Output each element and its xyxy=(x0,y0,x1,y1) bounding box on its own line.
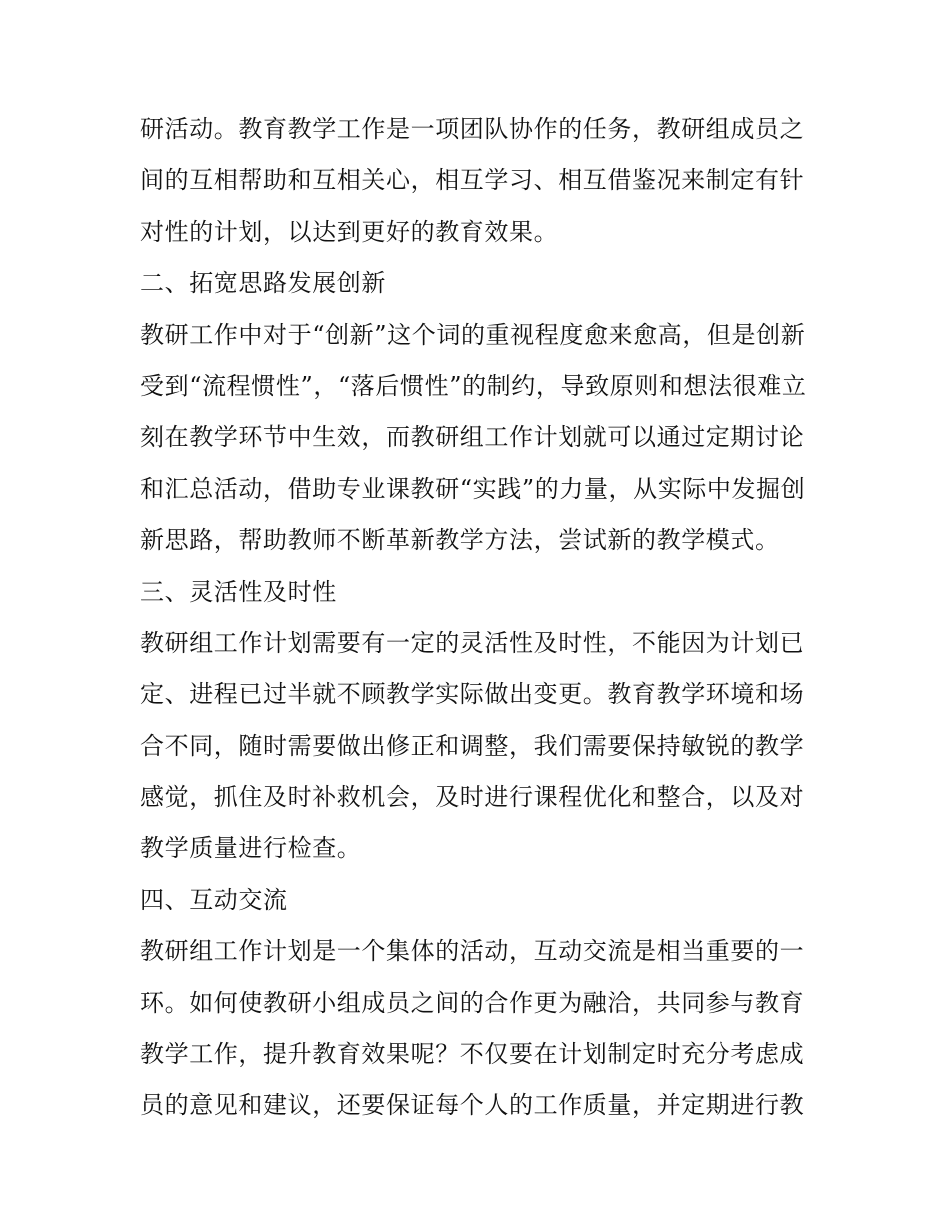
text-line-6: 受到“流程惯性”，“落后惯性”的制约，导致原则和想法很难立 xyxy=(140,371,807,400)
section-heading-3: 三、灵活性及时性 xyxy=(140,577,337,606)
text-line-14: 感觉，抓住及时补救机会，及时进行课程优化和整合，以及对 xyxy=(140,783,805,812)
text-line-3: 对性的计划，以达到更好的教育效果。 xyxy=(140,217,559,246)
text-line-13: 合不同，随时需要做出修正和调整，我们需要保持敏锐的教学 xyxy=(140,731,805,760)
text-line-18: 环。如何使教研小组成员之间的合作更为融洽，共同参与教育 xyxy=(140,988,805,1017)
text-line-15: 教学质量进行检查。 xyxy=(140,834,362,863)
text-line-12: 定、进程已过半就不顾教学实际做出变更。教育教学环境和场 xyxy=(140,680,805,709)
text-line-11: 教研组工作计划需要有一定的灵活性及时性，不能因为计划已 xyxy=(140,628,805,657)
text-line-1: 研活动。教育教学工作是一项团队协作的任务，教研组成员之 xyxy=(140,115,805,143)
text-line-8: 和汇总活动，借助专业课教研“实践”的力量，从实际中发掘创 xyxy=(140,474,806,503)
text-line-19: 教学工作，提升教育效果呢？不仅要在计划制定时充分考虑成 xyxy=(140,1040,805,1069)
document-body xyxy=(140,104,812,1132)
section-heading-4: 四、互动交流 xyxy=(140,885,288,914)
text-line-17: 教研组工作计划是一个集体的活动，互动交流是相当重要的一 xyxy=(140,937,805,966)
text-line-5: 教研工作中对于“创新”这个词的重视程度愈来愈高，但是创新 xyxy=(140,320,806,349)
text-line-2: 间的互相帮助和互相关心，相互学习、相互借鉴况来制定有针 xyxy=(140,166,805,195)
section-heading-2: 二、拓宽思路发展创新 xyxy=(140,269,386,298)
text-line-9: 新思路，帮助教师不断革新教学方法，尝试新的教学模式。 xyxy=(140,526,780,555)
text-line-20: 员的意见和建议，还要保证每个人的工作质量，并定期进行教 xyxy=(140,1091,805,1120)
text-line-7: 刻在教学环节中生效，而教研组工作计划就可以通过定期讨论 xyxy=(140,423,805,452)
